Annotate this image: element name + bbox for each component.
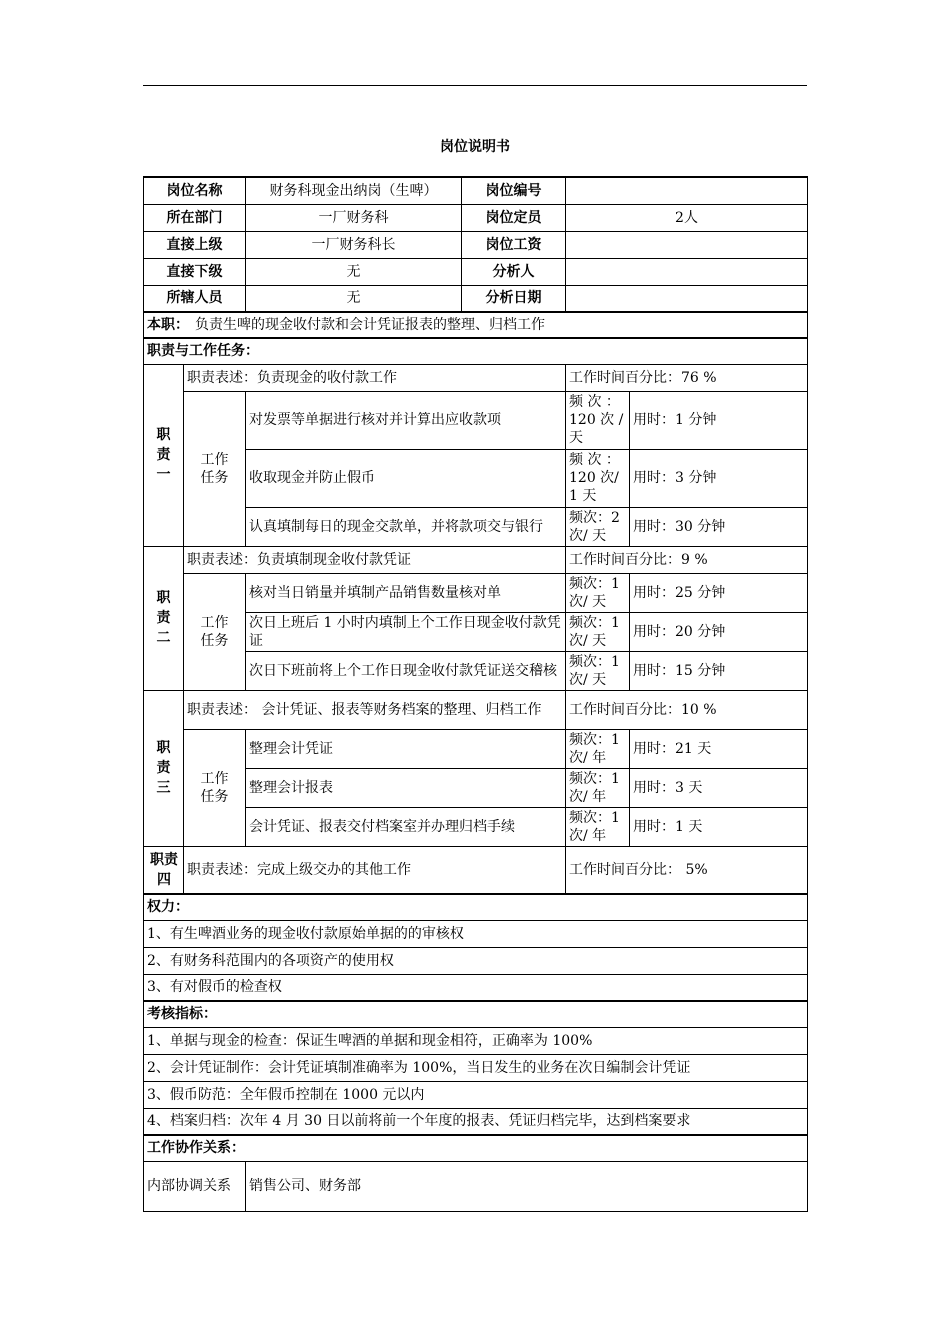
- task-text: 次日下班前将上个工作日现金收付款凭证送交稽核: [246, 651, 566, 690]
- task-duration: 用时：30 分钟: [630, 507, 808, 546]
- field-value: 2人: [566, 204, 808, 231]
- task-duration: 用时：20 分钟: [630, 612, 808, 651]
- task-row: [144, 573, 808, 612]
- task-duration: 用时：1 天: [630, 807, 808, 846]
- task-frequency: 频次：1 次/ 年: [566, 768, 630, 807]
- kpi-heading: 考核指标：: [144, 1001, 808, 1027]
- authority-row: [144, 974, 808, 1001]
- task-frequency: 频 次 ：120 次/1 天: [566, 449, 630, 507]
- duty-1-label: 职责一: [156, 427, 171, 483]
- field-value: [566, 231, 808, 258]
- duty-3-label: 职责三: [156, 740, 171, 796]
- duty-description-row: [144, 546, 808, 573]
- benzhi-text: 负责生啤的现金收付款和会计凭证报表的整理、归档工作: [195, 317, 545, 333]
- duty-description: 职责表述：负责现金的收付款工作: [184, 364, 566, 391]
- field-label: 所在部门: [144, 204, 246, 231]
- form-table: [143, 176, 808, 1212]
- authority-heading-row: [144, 894, 808, 920]
- task-text: 会计凭证、报表交付档案室并办理归档手续: [246, 807, 566, 846]
- field-label: 直接下级: [144, 258, 246, 285]
- authority-item: 2、有财务科范围内的各项资产的使用权: [144, 947, 808, 974]
- task-label: [184, 573, 246, 690]
- kpi-row: [144, 1081, 808, 1108]
- authority-heading: 权力：: [144, 894, 808, 920]
- field-value: [566, 177, 808, 204]
- duty-2-label: 职责二: [156, 590, 171, 646]
- benzhi-label: 本职：: [147, 317, 189, 333]
- kpi-item: 1、单据与现金的检查：保证生啤酒的单据和现金相符，正确率为 100%: [144, 1027, 808, 1054]
- header-row: [144, 177, 808, 204]
- duty-description: 职责表述：负责填制现金收付款凭证: [184, 546, 566, 573]
- duty-description-row: [144, 846, 808, 894]
- kpi-row: [144, 1108, 808, 1135]
- duty-label: [144, 364, 184, 546]
- task-frequency: 频次：1 次/ 年: [566, 729, 630, 768]
- field-label: 所辖人员: [144, 285, 246, 312]
- cooperation-heading: 工作协作关系：: [144, 1135, 808, 1161]
- duties-heading: 职责与工作任务：: [144, 338, 808, 364]
- job-description-form: [143, 176, 807, 1212]
- header-row: [144, 258, 808, 285]
- duties-heading-row: [144, 338, 808, 364]
- task-text: 整理会计凭证: [246, 729, 566, 768]
- header-row: [144, 204, 808, 231]
- cooperation-heading-row: [144, 1135, 808, 1161]
- field-value: [566, 258, 808, 285]
- cooperation-value: 销售公司、财务部: [246, 1161, 808, 1211]
- field-label: 岗位名称: [144, 177, 246, 204]
- task-frequency: 频次：1 次/ 年: [566, 807, 630, 846]
- task-frequency: 频次：2 次/ 天: [566, 507, 630, 546]
- authority-item: 3、有对假币的检查权: [144, 974, 808, 1001]
- field-label: 分析日期: [462, 285, 566, 312]
- duty-label: [144, 546, 184, 690]
- duty-description: 职责表述：完成上级交办的其他工作: [184, 846, 566, 894]
- task-text: 认真填制每日的现金交款单，并将款项交与银行: [246, 507, 566, 546]
- field-value: 一厂财务科: [246, 204, 462, 231]
- field-label: 岗位编号: [462, 177, 566, 204]
- task-label: [184, 391, 246, 546]
- top-rule: [143, 85, 807, 86]
- kpi-row: [144, 1054, 808, 1081]
- duty-label: [144, 846, 184, 894]
- task-label-text: 工作任务: [200, 770, 229, 805]
- task-row: [144, 391, 808, 449]
- task-text: 整理会计报表: [246, 768, 566, 807]
- field-value: 一厂财务科长: [246, 231, 462, 258]
- duty-description-row: [144, 364, 808, 391]
- cooperation-label: 内部协调关系: [144, 1161, 246, 1211]
- kpi-item: 2、会计凭证制作：会计凭证填制准确率为 100%，当日发生的业务在次日编制会计凭证: [144, 1054, 808, 1081]
- field-value: 财务科现金出纳岗（生啤）: [246, 177, 462, 204]
- field-label: 岗位工资: [462, 231, 566, 258]
- duty-percent: 工作时间百分比：10 %: [566, 690, 808, 729]
- authority-row: [144, 920, 808, 947]
- benzhi-cell: [144, 312, 808, 338]
- task-frequency: 频 次 ：120 次 / 天: [566, 391, 630, 449]
- task-text: 核对当日销量并填制产品销售数量核对单: [246, 573, 566, 612]
- duty-description-row: [144, 690, 808, 729]
- task-frequency: 频次：1 次/ 天: [566, 612, 630, 651]
- task-duration: 用时：21 天: [630, 729, 808, 768]
- duty-description: 职责表述： 会计凭证、报表等财务档案的整理、归档工作: [184, 690, 566, 729]
- task-duration: 用时：25 分钟: [630, 573, 808, 612]
- task-text: 收取现金并防止假币: [246, 449, 566, 507]
- kpi-heading-row: [144, 1001, 808, 1027]
- field-value: 无: [246, 285, 462, 312]
- field-value: [566, 285, 808, 312]
- kpi-item: 3、假币防范：全年假币控制在 1000 元以内: [144, 1081, 808, 1108]
- task-duration: 用时：3 天: [630, 768, 808, 807]
- duty-percent: 工作时间百分比： 5%: [566, 846, 808, 894]
- field-label: 分析人: [462, 258, 566, 285]
- task-label: [184, 729, 246, 846]
- kpi-item: 4、档案归档：次年 4 月 30 日以前将前一个年度的报表、凭证归档完毕，达到档案要求: [144, 1108, 808, 1135]
- benzhi-row: [144, 312, 808, 338]
- authority-item: 1、有生啤酒业务的现金收付款原始单据的的审核权: [144, 920, 808, 947]
- authority-row: [144, 947, 808, 974]
- duty-percent: 工作时间百分比：76 %: [566, 364, 808, 391]
- task-text: 对发票等单据进行核对并计算出应收款项: [246, 391, 566, 449]
- header-row: [144, 231, 808, 258]
- field-value: 无: [246, 258, 462, 285]
- task-duration: 用时：15 分钟: [630, 651, 808, 690]
- field-label: 直接上级: [144, 231, 246, 258]
- duty-4-label: 职责四: [150, 851, 178, 888]
- task-row: [144, 729, 808, 768]
- task-label-text: 工作任务: [200, 614, 229, 649]
- task-duration: 用时：1 分钟: [630, 391, 808, 449]
- task-frequency: 频次：1 次/ 天: [566, 573, 630, 612]
- task-duration: 用时：3 分钟: [630, 449, 808, 507]
- duty-percent: 工作时间百分比：9 %: [566, 546, 808, 573]
- field-label: 岗位定员: [462, 204, 566, 231]
- cooperation-row: [144, 1161, 808, 1211]
- header-row: [144, 285, 808, 312]
- task-frequency: 频次：1 次/ 天: [566, 651, 630, 690]
- duty-label: [144, 690, 184, 846]
- task-label-text: 工作任务: [200, 451, 229, 486]
- document-title: 岗位说明书: [440, 139, 510, 155]
- task-text: 次日上班后 1 小时内填制上个工作日现金收付款凭证: [246, 612, 566, 651]
- kpi-row: [144, 1027, 808, 1054]
